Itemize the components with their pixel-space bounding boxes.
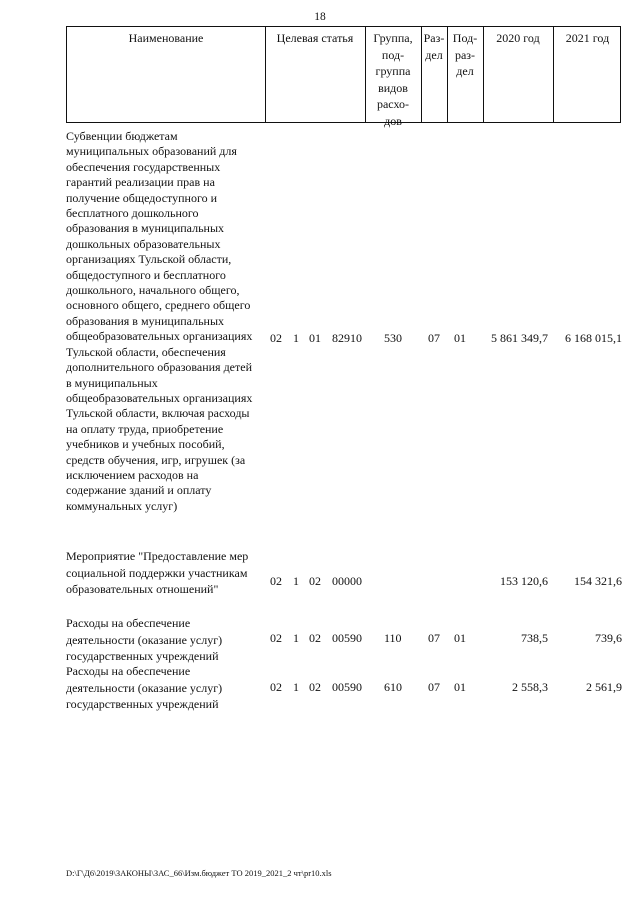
row-1-section: 07 [428,331,440,345]
row-4-code2: 1 [293,680,299,694]
row-1-code3: 01 [309,331,321,345]
header-2021: 2021 год [565,31,610,45]
footer-file-path: D:\Г\Д6\2019\ЗАКОНЫ\ЗАС_66\Изм.бюджет ТО 2019_2021_2 чт\pr10.xls [66,868,332,878]
header-target-article: Целевая статья [276,31,354,45]
page-number: 18 [314,11,326,23]
row-1-code1: 02 [270,331,282,345]
row-4-code3: 02 [309,680,321,694]
row-3-2020: 738,5 [521,631,548,645]
row-4-section: 07 [428,680,440,694]
table-header [66,26,621,128]
row-3-code4: 00590 [332,631,362,645]
row-1-2021: 6 168 015,1 [565,331,622,345]
row-4-2021: 2 561,9 [586,680,622,694]
header-group: Группа, под- группа видов расхо- дов [373,31,413,128]
header-section: Раз- дел [423,31,445,62]
row-4-name: Расходы на обеспечение деятельности (оказание услуг) государственных учреждений [66,664,223,711]
row-1-subsection: 01 [454,331,466,345]
row-4-subsection: 01 [454,680,466,694]
row-4-group: 610 [384,680,402,694]
row-3-2021: 739,6 [595,631,622,645]
header-subsection: Под- раз- дел [452,31,478,78]
header-name: Наименование [128,31,204,45]
row-3-group: 110 [384,631,402,645]
row-4-2020: 2 558,3 [512,680,548,694]
row-3-code1: 02 [270,631,282,645]
row-1-2020: 5 861 349,7 [491,331,548,345]
row-2-code4: 00000 [332,574,362,588]
row-2-2021: 154 321,6 [574,574,622,588]
row-2-code3: 02 [309,574,321,588]
row-1-group: 530 [384,331,402,345]
row-3-subsection: 01 [454,631,466,645]
row-4-code4: 00590 [332,680,362,694]
row-3-name: Расходы на обеспечение деятельности (оказание услуг) государственных учреждений [66,616,223,663]
header-2020: 2020 год [496,31,540,45]
row-1-name: Субвенции бюджетам муниципальных образований для обеспечения государственных гарантий реализации прав на получение общедоступного и бесплатного дошкольного образования в муниципальных дошкольных образовательных организациях Тульской области, общедоступного и бесплатного дошкольного, начального общего, основного общего, среднего общего образования в муниципальных общеобразовательных организациях Тульской области, обеспечения дополнительного образования детей в муниципальных общеобразовательных организациях Тульской области, включая расходы на оплату труда, приобретение учебников и учебных пособий, средств обучения, игр, игрушек (за исключением расходов на содержание зданий и оплату коммунальных услуг) [66,129,253,513]
row-2-2020: 153 120,6 [500,574,548,588]
row-3-code3: 02 [309,631,321,645]
row-4-code1: 02 [270,680,282,694]
row-1-code2: 1 [293,331,299,345]
row-1-code4: 82910 [332,331,362,345]
row-2-name: Мероприятие "Предоставление мер социальной поддержки участникам образовательных отношений" [66,549,249,596]
row-3-section: 07 [428,631,440,645]
row-2-code1: 02 [270,574,282,588]
row-2-code2: 1 [293,574,299,588]
row-3-code2: 1 [293,631,299,645]
